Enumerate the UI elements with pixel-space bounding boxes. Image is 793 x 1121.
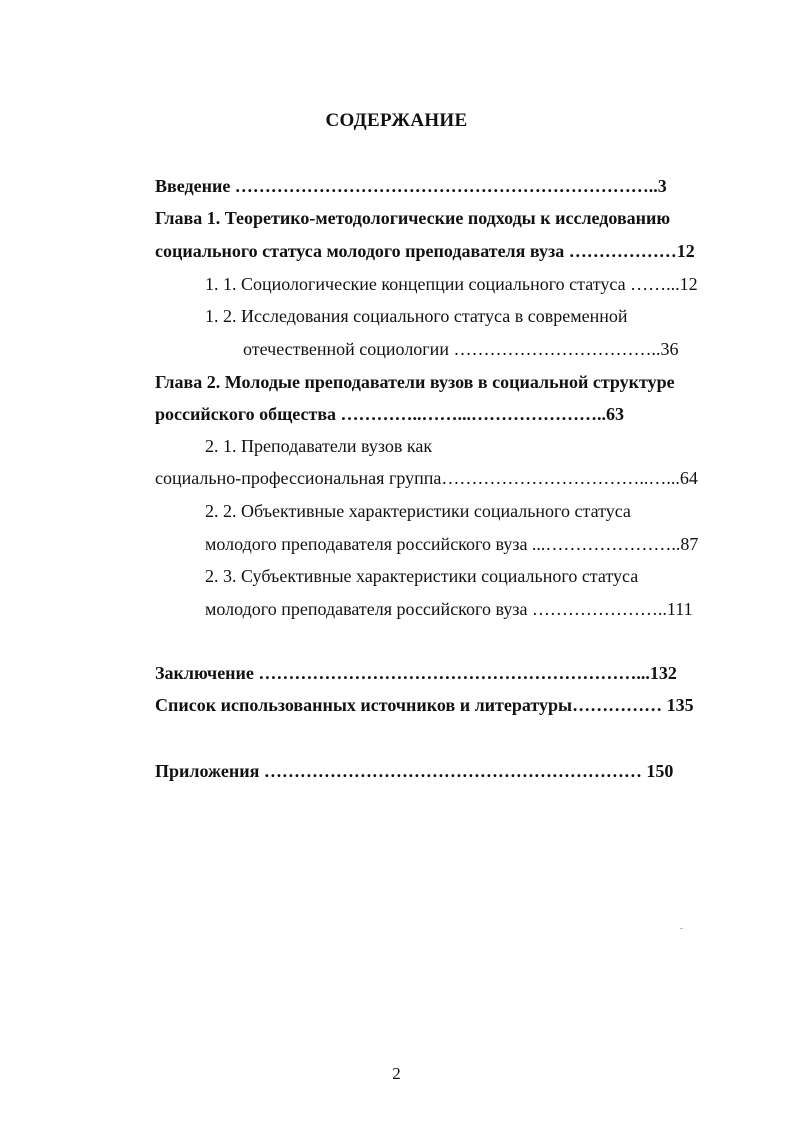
page-number: 2 <box>392 1064 401 1083</box>
toc-entry-section-2-2-line-2: молодого преподавателя российского вуза ...…………………..87 <box>205 534 699 554</box>
scan-artifact <box>680 928 683 929</box>
toc-entry-section-1-1: 1. 1. Социологические концепции социального статуса ……...12 <box>205 274 698 294</box>
toc-entry-chapter-1-line-2: социального статуса молодого преподавателя вуза ………………12 <box>155 241 695 261</box>
toc-entry-appendix: Приложения ……………………………………………………… 150 <box>155 761 674 781</box>
page-title: СОДЕРЖАНИЕ <box>325 110 468 131</box>
toc-entry-introduction: Введение ……………………………………………………………..3 <box>155 176 667 196</box>
toc-entry-section-2-1-line-1: 2. 1. Преподаватели вузов как <box>205 436 433 456</box>
toc-entry-section-2-1-line-2: социально-профессиональная группа……………………………..…...64 <box>155 468 698 488</box>
toc-entry-conclusion: Заключение ………………………………………………………...132 <box>155 663 677 683</box>
toc-entry-section-1-2-line-1: 1. 2. Исследования социального статуса в современной <box>205 306 628 326</box>
toc-entry-chapter-2-line-1: Глава 2. Молодые преподаватели вузов в социальной структуре <box>155 372 675 392</box>
toc-entry-section-1-2-line-2: отечественной социологии ……………………………..36 <box>243 339 679 359</box>
toc-entry-sources: Список использованных источников и литературы…………… 135 <box>155 695 694 715</box>
toc-entry-section-2-2-line-1: 2. 2. Объективные характеристики социального статуса <box>205 501 631 521</box>
toc-entry-section-2-3-line-2: молодого преподавателя российского вуза …………………..111 <box>205 599 693 619</box>
toc-entry-chapter-2-line-2: российского общества …………..……...…………………..63 <box>155 404 625 424</box>
toc-entry-chapter-1-line-1: Глава 1. Теоретико-методологические подходы к исследованию <box>155 208 671 228</box>
toc-entry-section-2-3-line-1: 2. 3. Субъективные характеристики социального статуса <box>205 566 639 586</box>
